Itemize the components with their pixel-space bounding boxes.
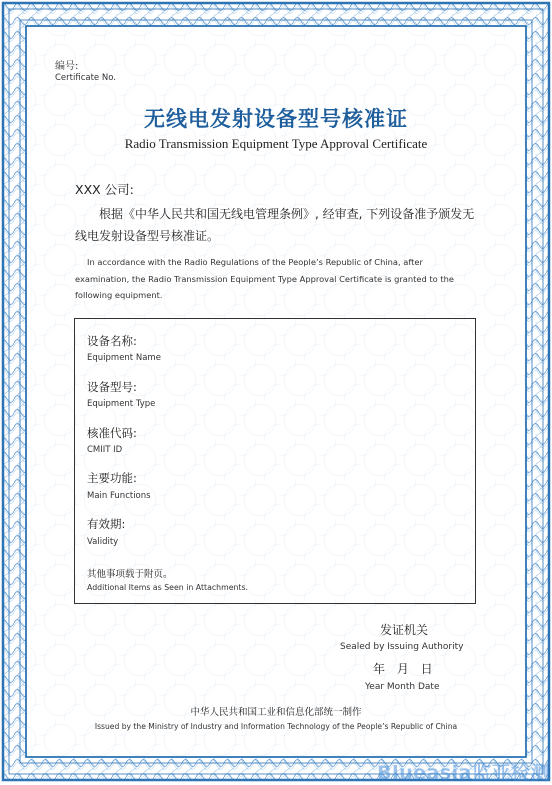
field-cmiit-id-label-en: CMIIT ID [87, 445, 123, 455]
field-main-functions-label-en: Main Functions [87, 491, 151, 501]
ministry-footer-en: Issued by the Ministry of Industry and Information Technology of the People’s Republic of China [94, 722, 458, 731]
field-validity-label: 有效期: [87, 517, 126, 531]
field-equipment-type-label-en: Equipment Type [87, 399, 156, 409]
field-equipment-name-label: 设备名称: [87, 334, 137, 348]
body-paragraph: 根据《中华人民共和国无线电管理条例》, 经审查, 下列设备准予颁发无线电发射设备型号核准证。 [75, 207, 475, 243]
other-items-note-en: Additional Items as Seen in Attachments. [87, 583, 249, 592]
issue-date-en: Year Month Date [365, 682, 440, 692]
ministry-footer: 中华人民共和国工业和信息化部统一制作 [190, 707, 362, 718]
field-cmiit-id-label: 核准代码: [87, 426, 137, 440]
field-equipment-name-label-en: Equipment Name [87, 353, 161, 363]
certificate-number-label: 编号: [55, 61, 79, 72]
field-equipment-type-label: 设备型号: [87, 380, 137, 394]
addressee: XXX 公司: [75, 182, 134, 197]
issuing-authority-en: Sealed by Issuing Authority [340, 642, 464, 652]
body-paragraph-en: In accordance with the Radio Regulations of the People’s Republic of China, after examination, the Radio Transmission Equipment Type Approval Certificate is granted to the following equipment. [75, 257, 454, 300]
issue-date: 年 月 日 [373, 662, 433, 676]
issuing-authority: 发证机关 [380, 623, 429, 637]
watermark-logo: Blueasia监亚检测 [377, 762, 550, 784]
field-validity-label-en: Validity [87, 537, 119, 547]
certificate-number-label-en: Certificate No. [55, 73, 116, 83]
field-main-functions-label: 主要功能: [87, 471, 137, 485]
other-items-note: 其他事项载于附页。 [87, 569, 173, 580]
certificate-title-en: Radio Transmission Equipment Type Approval Certificate [124, 136, 428, 151]
certificate-title: 无线电发射设备型号核准证 [144, 106, 408, 131]
